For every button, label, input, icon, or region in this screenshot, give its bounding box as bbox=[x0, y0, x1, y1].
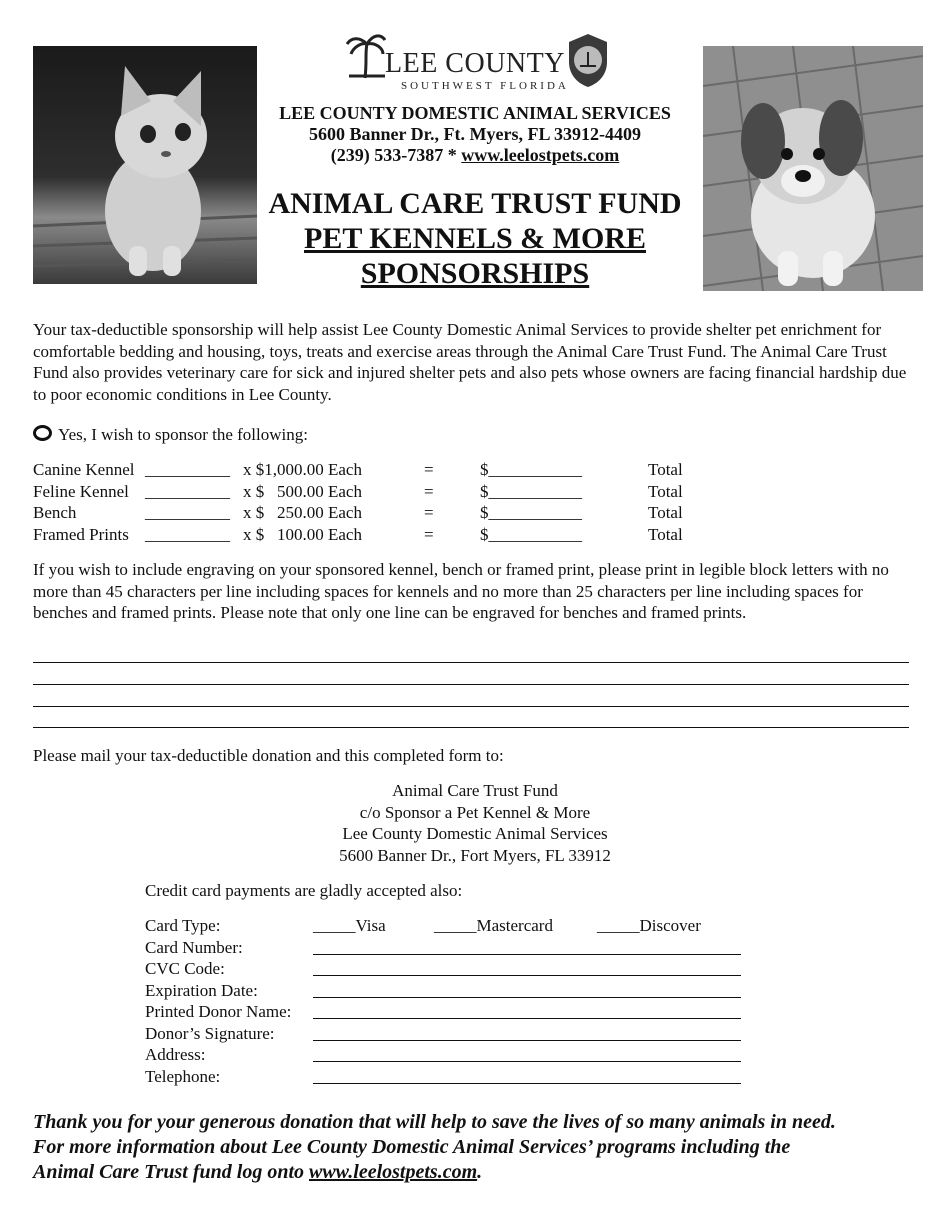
field-label: Expiration Date: bbox=[145, 981, 258, 1000]
item-label: Canine Kennel bbox=[33, 460, 135, 479]
title-line-3: SPONSORSHIPS bbox=[360, 257, 590, 290]
title-line-1: ANIMAL CARE TRUST FUND bbox=[268, 187, 682, 220]
thanks-period: . bbox=[477, 1161, 483, 1183]
palm-tree-icon bbox=[345, 32, 387, 80]
address-field[interactable] bbox=[313, 1061, 741, 1062]
page-title bbox=[240, 186, 710, 291]
amount-blank[interactable]: $___________ bbox=[480, 503, 582, 522]
cvc-field[interactable] bbox=[313, 975, 741, 976]
thanks-line-3 bbox=[33, 1160, 923, 1185]
kitten-photo bbox=[33, 46, 257, 284]
card-type-label: Card Type: bbox=[145, 916, 221, 935]
mail-address-line-3: Lee County Domestic Animal Services bbox=[342, 824, 608, 844]
county-seal-icon bbox=[565, 32, 611, 88]
amount-blank[interactable]: $___________ bbox=[480, 482, 582, 501]
quantity-blank[interactable]: __________ bbox=[145, 460, 230, 479]
field-label: Donor’s Signature: bbox=[145, 1024, 275, 1043]
field-label: Telephone: bbox=[145, 1067, 221, 1086]
expiration-field[interactable] bbox=[313, 997, 741, 998]
title-line-2: PET KENNELS & MORE bbox=[304, 222, 646, 255]
field-label: Card Number: bbox=[145, 938, 243, 957]
engraving-line-3[interactable] bbox=[33, 706, 909, 707]
intro-paragraph: Your tax-deductible sponsorship will help assist Lee County Domestic Animal Services to provide shelter pet enrichment for comfortable bedding and housing, toys, treats and exercise areas through the Animal Care Trust Fund. The Animal Care Trust Fund also provides veterinary care for sick and injured shelter pets and also pets whose owners are facing financial hardship due to poor economic conditions in Lee County. bbox=[33, 320, 907, 404]
thanks-line-3-text: Animal Care Trust fund log onto bbox=[33, 1161, 309, 1183]
puppy-image bbox=[703, 46, 923, 291]
website-link[interactable]: www.leelostpets.com bbox=[461, 145, 620, 165]
signature-field[interactable] bbox=[313, 1040, 741, 1041]
quantity-blank[interactable]: __________ bbox=[145, 482, 230, 501]
mail-address-line-2: c/o Sponsor a Pet Kennel & More bbox=[359, 802, 591, 822]
mail-intro: Please mail your tax-deductible donation and this completed form to: bbox=[33, 746, 504, 765]
org-name: LEE COUNTY DOMESTIC ANIMAL SERVICES bbox=[279, 103, 671, 123]
quantity-blank[interactable]: __________ bbox=[145, 503, 230, 522]
card-number-field[interactable] bbox=[313, 954, 741, 955]
card-type-mastercard[interactable]: _____Mastercard bbox=[434, 916, 553, 935]
sponsor-option bbox=[33, 424, 308, 446]
item-label: Feline Kennel bbox=[33, 482, 129, 501]
engraving-line-4[interactable] bbox=[33, 727, 909, 728]
engraving-line-1[interactable] bbox=[33, 662, 909, 663]
logo-title: LEE COUNTY bbox=[385, 48, 565, 79]
field-label: Printed Donor Name: bbox=[145, 1002, 292, 1021]
amount-blank[interactable]: $___________ bbox=[480, 525, 582, 544]
quantity-blank[interactable]: __________ bbox=[145, 525, 230, 544]
engraving-instructions: If you wish to include engraving on your sponsored kennel, bench or framed print, please print in legible block letters with no more than 45 characters per line including spaces for kennels and no more than 25 characters per line including spaces for benches and framed prints. Please note that only one line can be engraved for benches and framed prints. bbox=[33, 560, 889, 623]
sponsor-option-label: Yes, I wish to sponsor the following: bbox=[58, 425, 308, 444]
org-header bbox=[240, 103, 710, 166]
thanks-line-1: Thank you for your generous donation that will help to save the lives of so many animals in need. bbox=[33, 1111, 836, 1133]
item-price: x $1,000.00 Each bbox=[243, 460, 362, 479]
donor-name-field[interactable] bbox=[313, 1018, 741, 1019]
equals-sign: = bbox=[424, 503, 434, 522]
item-price: x $ 500.00 Each bbox=[243, 482, 362, 501]
item-label: Bench bbox=[33, 503, 77, 522]
sponsor-radio[interactable] bbox=[33, 425, 52, 441]
mail-address-line-1: Animal Care Trust Fund bbox=[392, 781, 558, 800]
logo-subtitle: SOUTHWEST FLORIDA bbox=[401, 80, 569, 92]
equals-sign: = bbox=[424, 525, 434, 544]
org-contact bbox=[240, 145, 710, 166]
mail-address bbox=[240, 780, 710, 866]
item-price: x $ 100.00 Each bbox=[243, 525, 362, 544]
item-price: x $ 250.00 Each bbox=[243, 503, 362, 522]
amount-blank[interactable]: $___________ bbox=[480, 460, 582, 479]
engraving-line-2[interactable] bbox=[33, 684, 909, 685]
equals-sign: = bbox=[424, 482, 434, 501]
item-label: Framed Prints bbox=[33, 525, 129, 544]
kitten-image bbox=[33, 46, 257, 284]
footer-website-link[interactable]: www.leelostpets.com bbox=[309, 1161, 478, 1183]
total-label: Total bbox=[648, 460, 683, 479]
lee-county-logo bbox=[345, 32, 615, 94]
equals-sign: = bbox=[424, 460, 434, 479]
card-type-discover[interactable]: _____Discover bbox=[597, 916, 701, 935]
total-label: Total bbox=[648, 482, 683, 501]
field-label: CVC Code: bbox=[145, 959, 225, 978]
mail-address-line-4: 5600 Banner Dr., Fort Myers, FL 33912 bbox=[339, 845, 611, 865]
telephone-field[interactable] bbox=[313, 1083, 741, 1084]
puppy-photo bbox=[703, 46, 923, 291]
org-phone: (239) 533-7387 * bbox=[330, 145, 462, 165]
thank-you-message bbox=[33, 1110, 923, 1185]
field-label: Address: bbox=[145, 1045, 206, 1064]
credit-intro: Credit card payments are gladly accepted also: bbox=[145, 881, 463, 900]
total-label: Total bbox=[648, 503, 683, 522]
total-label: Total bbox=[648, 525, 683, 544]
org-address: 5600 Banner Dr., Ft. Myers, FL 33912-4409 bbox=[309, 124, 641, 144]
card-type-visa[interactable]: _____Visa bbox=[313, 916, 386, 935]
thanks-line-2: For more information about Lee County Domestic Animal Services’ programs including the bbox=[33, 1136, 791, 1158]
